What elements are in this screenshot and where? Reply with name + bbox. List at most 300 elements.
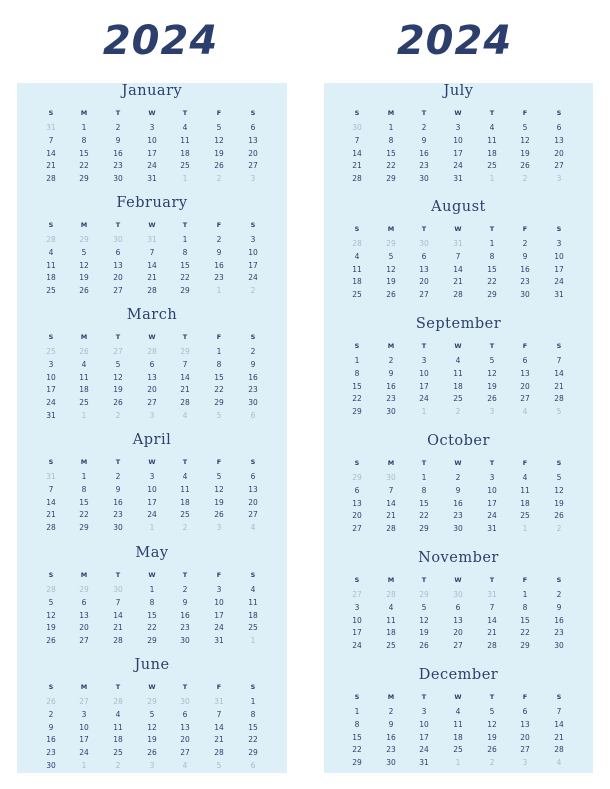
- day-cell: 25: [46, 286, 56, 296]
- adjacent-month-day: 30: [419, 239, 429, 248]
- day-cell: 20: [147, 385, 157, 395]
- day-cell: 21: [113, 623, 123, 633]
- weekday-header: W: [454, 576, 462, 584]
- day-cell: 3: [489, 473, 495, 482]
- adjacent-month-day: 30: [453, 590, 463, 599]
- day-cell: 16: [554, 615, 564, 625]
- month-title: July: [443, 83, 474, 99]
- day-cell: 30: [180, 636, 190, 646]
- day-cell: 18: [487, 148, 497, 158]
- weekday-header: T: [115, 109, 121, 117]
- day-cell: 29: [79, 174, 89, 184]
- day-cell: 31: [46, 411, 56, 420]
- day-cell: 24: [419, 745, 429, 755]
- day-cell: 18: [180, 148, 190, 158]
- weekday-header: T: [421, 693, 427, 701]
- weekday-header: M: [387, 109, 395, 117]
- day-cell: 28: [46, 174, 56, 184]
- day-cell: 22: [419, 511, 429, 521]
- day-cell: 9: [522, 251, 528, 261]
- day-cell: 16: [453, 498, 463, 508]
- day-cell: 27: [554, 161, 564, 171]
- day-cell: 11: [386, 615, 396, 625]
- weekday-header: T: [489, 459, 495, 467]
- day-cell: 18: [180, 497, 190, 507]
- day-cell: 21: [214, 735, 224, 745]
- day-cell: 24: [352, 641, 362, 651]
- day-cell: 29: [386, 174, 396, 184]
- day-cell: 21: [554, 732, 564, 742]
- day-cell: 4: [489, 123, 495, 132]
- day-cell: 31: [453, 174, 463, 184]
- day-cell: 6: [250, 472, 256, 481]
- day-cell: 6: [81, 597, 87, 607]
- day-cell: 18: [453, 381, 463, 391]
- month-title: January: [121, 83, 183, 99]
- day-cell: 14: [453, 264, 463, 274]
- day-cell: 10: [214, 597, 224, 607]
- day-cell: 26: [147, 748, 157, 758]
- adjacent-month-day: 26: [79, 347, 89, 356]
- weekday-header: S: [48, 458, 54, 466]
- year-title-right: 2024: [396, 18, 513, 64]
- adjacent-month-day: 3: [216, 523, 222, 533]
- weekday-header: T: [115, 571, 121, 579]
- day-cell: 26: [487, 745, 497, 755]
- weekday-header: F: [522, 109, 528, 117]
- adjacent-month-day: 2: [250, 286, 256, 296]
- day-cell: 11: [79, 372, 89, 382]
- weekday-header: S: [354, 109, 360, 117]
- adjacent-month-day: 1: [182, 174, 188, 184]
- day-cell: 30: [113, 174, 123, 184]
- day-cell: 4: [115, 709, 121, 719]
- adjacent-month-day: 6: [250, 411, 256, 420]
- day-cell: 29: [79, 523, 89, 533]
- day-cell: 12: [487, 719, 497, 729]
- weekday-header: S: [250, 458, 256, 466]
- day-cell: 21: [487, 628, 497, 638]
- day-cell: 20: [453, 628, 463, 638]
- day-cell: 18: [453, 732, 463, 742]
- day-cell: 1: [388, 123, 394, 132]
- weekday-header: S: [354, 225, 360, 233]
- day-cell: 28: [214, 748, 224, 758]
- day-cell: 11: [248, 597, 258, 607]
- day-cell: 1: [522, 590, 528, 599]
- day-cell: 30: [248, 398, 258, 408]
- day-cell: 15: [79, 148, 89, 158]
- day-cell: 15: [386, 148, 396, 158]
- day-cell: 30: [386, 758, 396, 768]
- day-cell: 20: [554, 148, 564, 158]
- adjacent-month-day: 3: [250, 174, 256, 184]
- weekday-header: S: [556, 459, 562, 467]
- day-cell: 23: [46, 748, 56, 758]
- adjacent-month-day: 1: [250, 636, 256, 646]
- day-cell: 20: [79, 623, 89, 633]
- weekday-header: F: [522, 693, 528, 701]
- day-cell: 5: [556, 473, 562, 482]
- day-cell: 18: [113, 735, 123, 745]
- day-cell: 27: [419, 290, 429, 300]
- day-cell: 13: [520, 719, 530, 729]
- day-cell: 6: [354, 485, 360, 495]
- day-cell: 3: [354, 602, 360, 612]
- day-cell: 25: [352, 290, 362, 300]
- weekday-header: T: [421, 342, 427, 350]
- day-cell: 14: [180, 372, 190, 382]
- weekday-header: W: [148, 571, 156, 579]
- day-cell: 14: [554, 719, 564, 729]
- day-cell: 10: [79, 722, 89, 732]
- adjacent-month-day: 30: [113, 235, 123, 244]
- day-cell: 15: [180, 260, 190, 270]
- adjacent-month-day: 5: [216, 411, 222, 420]
- day-cell: 3: [149, 123, 155, 132]
- day-cell: 13: [520, 368, 530, 378]
- day-cell: 5: [421, 602, 427, 612]
- adjacent-month-day: 31: [214, 697, 224, 706]
- adjacent-month-day: 29: [180, 347, 190, 356]
- day-cell: 27: [453, 641, 463, 651]
- weekday-header: T: [115, 333, 121, 341]
- day-cell: 7: [556, 707, 562, 716]
- weekday-header: S: [250, 683, 256, 691]
- day-cell: 16: [113, 148, 123, 158]
- day-cell: 14: [46, 497, 56, 507]
- day-cell: 9: [182, 597, 188, 607]
- day-cell: 14: [46, 148, 56, 158]
- adjacent-month-day: 2: [216, 174, 222, 184]
- day-cell: 23: [214, 273, 224, 283]
- day-cell: 1: [81, 123, 87, 132]
- day-cell: 15: [352, 381, 362, 391]
- day-cell: 11: [453, 719, 463, 729]
- day-cell: 17: [147, 497, 157, 507]
- weekday-header: T: [489, 109, 495, 117]
- day-cell: 1: [250, 697, 256, 706]
- adjacent-month-day: 4: [522, 407, 528, 417]
- weekday-header: M: [80, 221, 88, 229]
- weekday-header: M: [387, 459, 395, 467]
- day-cell: 20: [180, 735, 190, 745]
- day-cell: 26: [554, 511, 564, 521]
- day-cell: 26: [113, 398, 123, 408]
- day-cell: 21: [180, 385, 190, 395]
- day-cell: 20: [520, 732, 530, 742]
- day-cell: 22: [487, 277, 497, 287]
- day-cell: 25: [248, 623, 258, 633]
- day-cell: 24: [453, 161, 463, 171]
- day-cell: 1: [216, 347, 222, 356]
- day-cell: 16: [46, 735, 56, 745]
- day-cell: 30: [113, 523, 123, 533]
- day-cell: 9: [216, 247, 222, 257]
- day-cell: 7: [216, 709, 222, 719]
- day-cell: 19: [214, 497, 224, 507]
- day-cell: 6: [522, 707, 528, 716]
- adjacent-month-day: 31: [487, 590, 497, 599]
- month-title: February: [116, 195, 188, 211]
- weekday-header: T: [182, 683, 188, 691]
- day-cell: 24: [46, 398, 56, 408]
- day-cell: 6: [522, 356, 528, 365]
- day-cell: 3: [421, 356, 427, 365]
- day-cell: 17: [419, 732, 429, 742]
- day-cell: 11: [520, 485, 530, 495]
- month-title: November: [418, 550, 499, 566]
- day-cell: 24: [419, 394, 429, 404]
- day-cell: 9: [556, 602, 562, 612]
- day-cell: 26: [79, 286, 89, 296]
- day-cell: 2: [556, 590, 562, 599]
- weekday-header: S: [48, 109, 54, 117]
- month-title: August: [431, 199, 486, 215]
- weekday-header: F: [216, 333, 222, 341]
- day-cell: 27: [520, 745, 530, 755]
- day-cell: 6: [149, 359, 155, 369]
- adjacent-month-day: 2: [115, 761, 121, 770]
- day-cell: 21: [352, 161, 362, 171]
- day-cell: 26: [214, 161, 224, 171]
- month-title: April: [132, 432, 172, 448]
- day-cell: 11: [453, 368, 463, 378]
- day-cell: 1: [421, 473, 427, 482]
- adjacent-month-day: 31: [46, 123, 56, 132]
- adjacent-month-day: 3: [522, 758, 528, 768]
- day-cell: 28: [487, 641, 497, 651]
- day-cell: 21: [554, 381, 564, 391]
- day-cell: 12: [214, 484, 224, 494]
- day-cell: 3: [81, 709, 87, 719]
- year-title-left: 2024: [102, 18, 219, 64]
- day-cell: 25: [453, 745, 463, 755]
- adjacent-month-day: 2: [556, 524, 562, 534]
- day-cell: 22: [214, 385, 224, 395]
- day-cell: 1: [489, 239, 495, 248]
- day-cell: 28: [180, 398, 190, 408]
- day-cell: 19: [554, 498, 564, 508]
- day-cell: 7: [48, 484, 54, 494]
- day-cell: 9: [388, 368, 394, 378]
- weekday-header: S: [556, 576, 562, 584]
- day-cell: 25: [180, 510, 190, 520]
- weekday-header: M: [387, 693, 395, 701]
- day-cell: 21: [453, 277, 463, 287]
- adjacent-month-day: 1: [81, 411, 87, 420]
- weekday-header: S: [556, 109, 562, 117]
- day-cell: 23: [386, 745, 396, 755]
- day-cell: 16: [386, 732, 396, 742]
- day-cell: 30: [453, 524, 463, 534]
- day-cell: 12: [554, 485, 564, 495]
- day-cell: 9: [250, 359, 256, 369]
- weekday-header: S: [354, 693, 360, 701]
- weekday-header: T: [182, 221, 188, 229]
- month-title: December: [418, 667, 499, 683]
- day-cell: 17: [487, 498, 497, 508]
- day-cell: 9: [455, 485, 461, 495]
- weekday-header: W: [148, 683, 156, 691]
- adjacent-month-day: 2: [489, 758, 495, 768]
- weekday-header: S: [250, 333, 256, 341]
- adjacent-month-day: 2: [115, 411, 121, 420]
- adjacent-month-day: 2: [455, 407, 461, 417]
- weekday-header: S: [48, 683, 54, 691]
- adjacent-month-day: 4: [250, 523, 256, 533]
- day-cell: 30: [554, 641, 564, 651]
- adjacent-month-day: 26: [46, 697, 56, 706]
- day-cell: 20: [113, 273, 123, 283]
- adjacent-month-day: 28: [147, 347, 157, 356]
- day-cell: 4: [48, 247, 54, 257]
- day-cell: 5: [489, 356, 495, 365]
- day-cell: 28: [453, 290, 463, 300]
- day-cell: 13: [248, 484, 258, 494]
- day-cell: 15: [79, 497, 89, 507]
- day-cell: 4: [388, 602, 394, 612]
- day-cell: 1: [149, 585, 155, 594]
- day-cell: 5: [115, 359, 121, 369]
- weekday-header: W: [148, 458, 156, 466]
- day-cell: 2: [421, 123, 427, 132]
- weekday-header: S: [250, 109, 256, 117]
- day-cell: 4: [455, 356, 461, 365]
- day-cell: 22: [180, 273, 190, 283]
- adjacent-month-day: 31: [46, 472, 56, 481]
- day-cell: 29: [352, 407, 362, 417]
- day-cell: 29: [352, 758, 362, 768]
- day-cell: 26: [419, 641, 429, 651]
- day-cell: 7: [149, 247, 155, 257]
- day-cell: 13: [352, 498, 362, 508]
- day-cell: 13: [113, 260, 123, 270]
- day-cell: 13: [419, 264, 429, 274]
- day-cell: 8: [149, 597, 155, 607]
- adjacent-month-day: 4: [182, 761, 188, 770]
- day-cell: 8: [421, 485, 427, 495]
- day-cell: 1: [182, 235, 188, 244]
- day-cell: 17: [214, 610, 224, 620]
- day-cell: 12: [214, 135, 224, 145]
- weekday-header: S: [354, 459, 360, 467]
- day-cell: 3: [250, 235, 256, 244]
- day-cell: 4: [455, 707, 461, 716]
- day-cell: 29: [214, 398, 224, 408]
- weekday-header: M: [80, 458, 88, 466]
- day-cell: 7: [182, 359, 188, 369]
- day-cell: 2: [115, 123, 121, 132]
- day-cell: 9: [115, 135, 121, 145]
- day-cell: 16: [386, 381, 396, 391]
- day-cell: 24: [248, 273, 258, 283]
- day-cell: 10: [419, 368, 429, 378]
- weekday-header: T: [421, 225, 427, 233]
- day-cell: 8: [216, 359, 222, 369]
- day-cell: 2: [216, 235, 222, 244]
- day-cell: 5: [216, 472, 222, 481]
- day-cell: 10: [419, 719, 429, 729]
- weekday-header: T: [489, 342, 495, 350]
- day-cell: 26: [214, 510, 224, 520]
- day-cell: 26: [520, 161, 530, 171]
- month-title: May: [135, 545, 169, 561]
- adjacent-month-day: 28: [46, 235, 56, 244]
- day-cell: 20: [419, 277, 429, 287]
- day-cell: 27: [248, 510, 258, 520]
- day-cell: 14: [352, 148, 362, 158]
- day-cell: 11: [487, 135, 497, 145]
- weekday-header: F: [522, 225, 528, 233]
- day-cell: 13: [453, 615, 463, 625]
- day-cell: 6: [182, 709, 188, 719]
- day-cell: 2: [522, 239, 528, 248]
- day-cell: 8: [81, 135, 87, 145]
- day-cell: 24: [487, 511, 497, 521]
- day-cell: 14: [147, 260, 157, 270]
- day-cell: 29: [487, 290, 497, 300]
- adjacent-month-day: 4: [556, 758, 562, 768]
- weekday-header: F: [216, 458, 222, 466]
- day-cell: 2: [388, 356, 394, 365]
- adjacent-month-day: 27: [79, 697, 89, 706]
- adjacent-month-day: 29: [419, 590, 429, 599]
- day-cell: 15: [147, 610, 157, 620]
- adjacent-month-day: 29: [79, 585, 89, 594]
- day-cell: 16: [214, 260, 224, 270]
- adjacent-month-day: 28: [386, 590, 396, 599]
- day-cell: 14: [554, 368, 564, 378]
- day-cell: 7: [388, 485, 394, 495]
- weekday-header: T: [182, 333, 188, 341]
- day-cell: 12: [113, 372, 123, 382]
- adjacent-month-day: 29: [352, 473, 362, 482]
- weekday-header: S: [354, 342, 360, 350]
- day-cell: 28: [46, 523, 56, 533]
- day-cell: 17: [147, 148, 157, 158]
- day-cell: 8: [81, 484, 87, 494]
- day-cell: 19: [487, 732, 497, 742]
- day-cell: 3: [421, 707, 427, 716]
- day-cell: 10: [248, 247, 258, 257]
- day-cell: 26: [487, 394, 497, 404]
- adjacent-month-day: 31: [453, 239, 463, 248]
- adjacent-month-day: 30: [113, 585, 123, 594]
- adjacent-month-day: 1: [216, 286, 222, 296]
- day-cell: 2: [250, 347, 256, 356]
- weekday-header: T: [182, 458, 188, 466]
- day-cell: 22: [352, 394, 362, 404]
- day-cell: 29: [180, 286, 190, 296]
- day-cell: 15: [520, 615, 530, 625]
- day-cell: 15: [248, 722, 258, 732]
- adjacent-month-day: 6: [250, 761, 256, 770]
- day-cell: 10: [46, 372, 56, 382]
- day-cell: 30: [46, 761, 56, 770]
- day-cell: 28: [554, 394, 564, 404]
- adjacent-month-day: 5: [216, 761, 222, 770]
- calendar-panel-jul-dec: [324, 83, 593, 773]
- day-cell: 7: [489, 602, 495, 612]
- day-cell: 2: [388, 707, 394, 716]
- day-cell: 17: [46, 385, 56, 395]
- day-cell: 27: [79, 636, 89, 646]
- day-cell: 22: [386, 161, 396, 171]
- day-cell: 10: [147, 135, 157, 145]
- day-cell: 6: [421, 251, 427, 261]
- adjacent-month-day: 1: [421, 407, 427, 417]
